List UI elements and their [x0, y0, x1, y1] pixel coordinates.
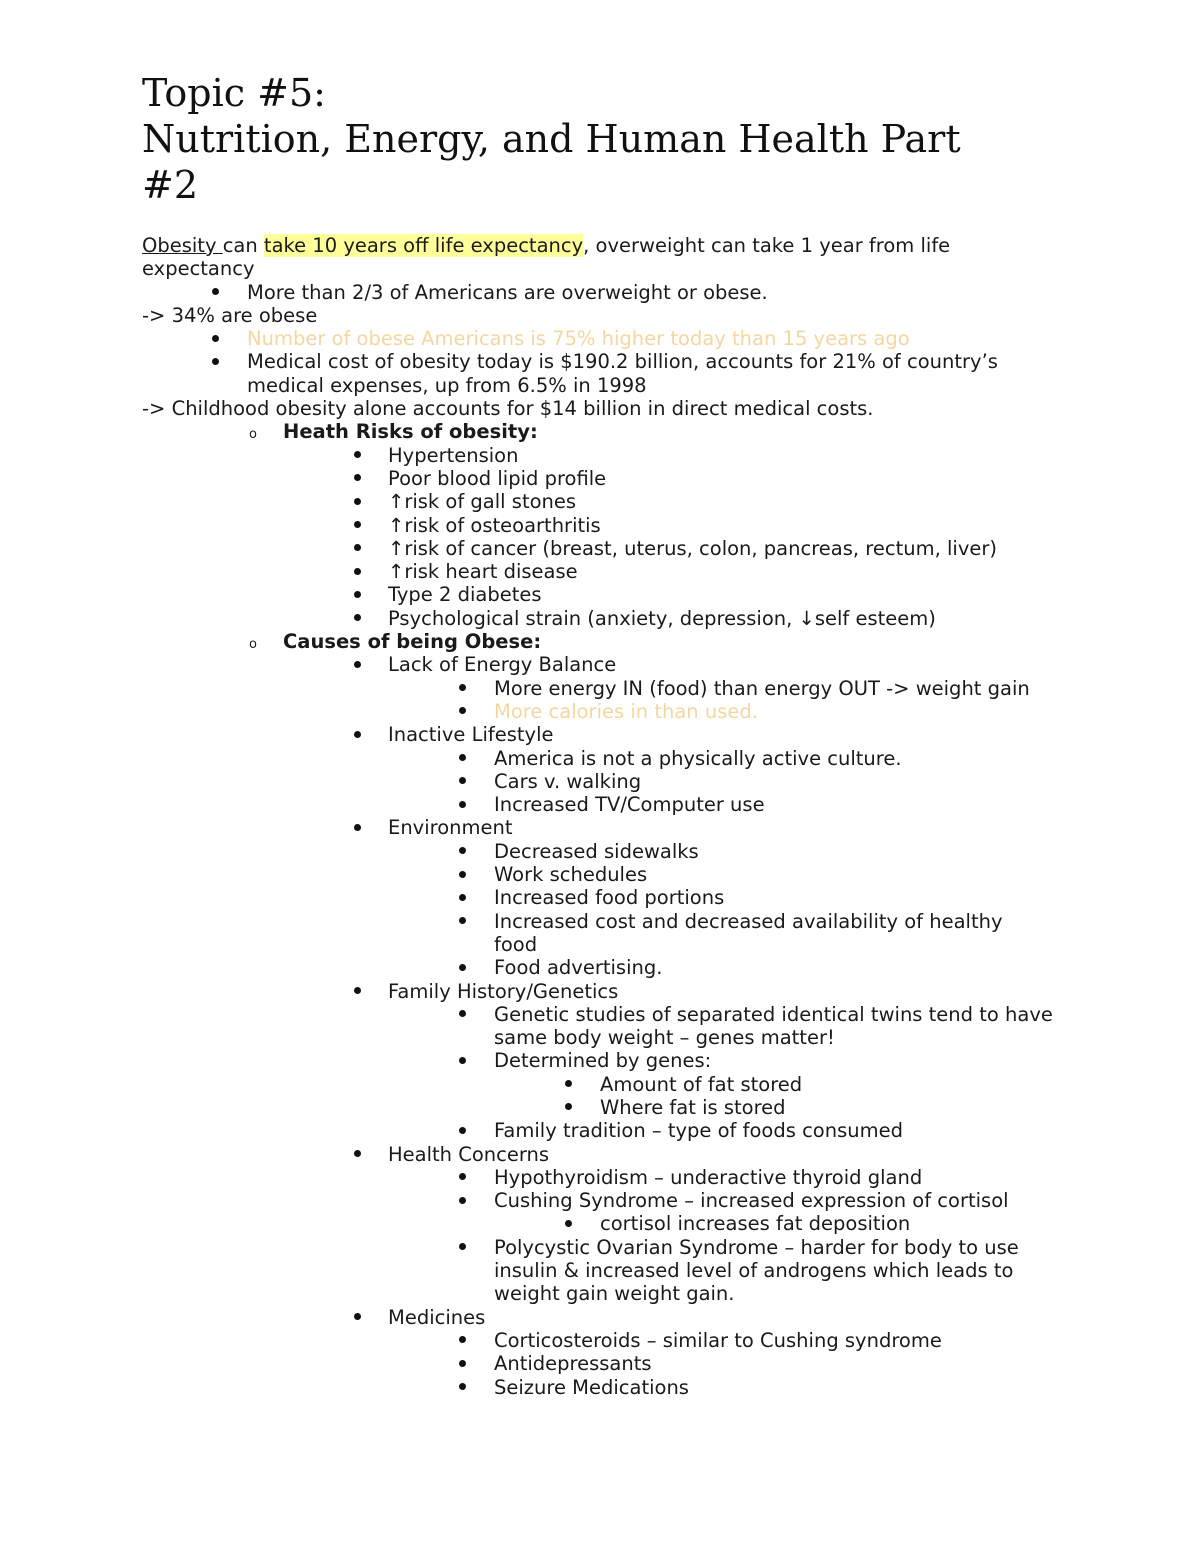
list-item: [0, 770, 1200, 793]
bullet-icon: [350, 467, 364, 490]
bullet-icon: [350, 560, 364, 583]
bullet-icon: [350, 607, 364, 630]
bullet-icon: [350, 723, 364, 746]
list-item-cont: [0, 933, 1200, 956]
list-item: [0, 840, 1200, 863]
intro-rest: , overweight can take 1 year from life: [583, 234, 951, 257]
list-item: [0, 1143, 1200, 1166]
list-item: [0, 1119, 1200, 1142]
list-item-text: Polycystic Ovarian Syndrome – harder for body to use: [494, 1235, 1019, 1259]
list-item: [0, 1212, 1200, 1235]
list-item: [0, 956, 1200, 979]
list-item: [0, 747, 1200, 770]
list-item: [0, 1329, 1200, 1352]
bullet-icon: [455, 1166, 469, 1189]
text-line: [0, 397, 1200, 420]
list-item: [0, 327, 1200, 350]
list-item: [0, 1376, 1200, 1399]
list-item-text: Antidepressants: [494, 1352, 652, 1376]
bullet-icon: [455, 1236, 469, 1259]
list-item: [0, 467, 1200, 490]
list-item-text: Work schedules: [494, 863, 648, 887]
list-item-text: Food advertising.: [494, 956, 663, 980]
bullet-icon: [455, 840, 469, 863]
intro-line: [0, 234, 1200, 257]
list-item: [0, 1189, 1200, 1212]
list-item-text: Family tradition – type of foods consumed: [494, 1119, 903, 1143]
list-item: [0, 1049, 1200, 1072]
list-item-text: Hypothyroidism – underactive thyroid gland: [494, 1165, 923, 1189]
bullet-icon: [350, 980, 364, 1003]
list-item-text: insulin & increased level of androgens which leads to: [494, 1259, 1014, 1283]
list-item: [0, 723, 1200, 746]
list-item-text: Where fat is stored: [600, 1095, 786, 1119]
list-item-text: Family History/Genetics: [388, 979, 619, 1003]
list-item: [0, 537, 1200, 560]
list-item-text: cortisol increases fat deposition: [600, 1212, 911, 1236]
list-item-text: More than 2/3 of Americans are overweight or obese.: [247, 280, 768, 304]
list-item-text: Increased food portions: [494, 886, 725, 910]
list-item-text: Seizure Medications: [494, 1375, 689, 1399]
bullet-icon: [455, 956, 469, 979]
bullet-icon: [350, 490, 364, 513]
bullet-icon: [455, 910, 469, 933]
list-item: [0, 444, 1200, 467]
list-item: [0, 281, 1200, 304]
list-item-text: Poor blood lipid profile: [388, 466, 607, 490]
list-item: [0, 1352, 1200, 1375]
list-item: [0, 490, 1200, 513]
list-item-text: food: [494, 932, 538, 956]
list-item-text: ↑risk of cancer (breast, uterus, colon, pancreas, rectum, liver): [388, 536, 997, 560]
bullet-icon: [455, 1003, 469, 1026]
list-item-text: medical expenses, up from 6.5% in 1998: [247, 373, 647, 397]
list-item-text: Amount of fat stored: [600, 1072, 803, 1096]
list-item-cont: [0, 1259, 1200, 1282]
list-item-text: Increased cost and decreased availability of healthy: [494, 909, 1003, 933]
title-line-3: #2: [142, 163, 199, 207]
list-item-text: Lack of Energy Balance: [388, 653, 617, 677]
list-item: [0, 863, 1200, 886]
list-item: [0, 350, 1200, 373]
bullet-icon: [455, 793, 469, 816]
bullet-icon: [350, 1143, 364, 1166]
section-heading-causes: [0, 630, 1200, 653]
bullet-icon: [350, 653, 364, 676]
list-item-text: Increased TV/Computer use: [494, 793, 765, 817]
list-item-text: America is not a physically active culture.: [494, 746, 902, 770]
list-item-text: Cushing Syndrome – increased expression of cortisol: [494, 1189, 1009, 1213]
list-item: [0, 653, 1200, 676]
bullet-icon: [561, 1212, 575, 1235]
bullet-icon: [561, 1073, 575, 1096]
text-line: [0, 304, 1200, 327]
highlighted-text: take 10 years off life expectancy: [263, 234, 584, 257]
list-item: [0, 677, 1200, 700]
list-item-cont: [0, 1026, 1200, 1049]
list-item: [0, 1003, 1200, 1026]
list-item-text-faded: More calories in than used.: [494, 699, 758, 723]
bullet-icon: [455, 677, 469, 700]
intro-can: can: [222, 234, 264, 257]
section-heading-text: Causes of being Obese:: [283, 630, 542, 654]
list-item-text: Inactive Lifestyle: [388, 723, 554, 747]
line-text: -> 34% are obese: [142, 303, 318, 327]
list-item-text: Determined by genes:: [494, 1049, 712, 1073]
list-item: [0, 583, 1200, 606]
list-item-text: Medical cost of obesity today is $190.2 billion, accounts for 21% of country’s: [247, 350, 998, 374]
list-item-text: ↑risk of osteoarthritis: [388, 513, 601, 537]
title-line-1: Topic #5:: [142, 71, 326, 115]
list-item-text: More energy IN (food) than energy OUT -> weight gain: [494, 676, 1030, 700]
list-item-text: same body weight – genes matter!: [494, 1026, 835, 1050]
bullet-icon: [455, 700, 469, 723]
list-item-cont: [0, 374, 1200, 397]
list-item-text: Type 2 diabetes: [388, 583, 542, 607]
document-title: [142, 70, 1142, 208]
list-item: [0, 886, 1200, 909]
bullet-icon: [455, 1119, 469, 1142]
list-item: [0, 700, 1200, 723]
bullet-icon: [208, 327, 222, 350]
list-item: [0, 514, 1200, 537]
list-item-text: Cars v. walking: [494, 769, 642, 793]
bullet-icon: [455, 747, 469, 770]
line-text: -> Childhood obesity alone accounts for $14 billion in direct medical costs.: [142, 397, 874, 421]
section-heading-risks: [0, 420, 1200, 443]
list-item-text-faded: Number of obese Americans is 75% higher today than 15 years ago: [247, 327, 910, 351]
list-item-text: weight gain weight gain.: [494, 1282, 735, 1306]
list-item-text: ↑risk heart disease: [388, 560, 578, 584]
circle-bullet-icon: o: [249, 427, 257, 443]
list-item-text: Health Concerns: [388, 1142, 550, 1166]
document-body: [0, 234, 1200, 1399]
bullet-icon: [455, 1329, 469, 1352]
list-item: [0, 793, 1200, 816]
list-item-text: ↑risk of gall stones: [388, 490, 577, 514]
obesity-term: Obesity: [142, 234, 223, 257]
section-heading-text: Heath Risks of obesity:: [283, 420, 538, 444]
list-item: [0, 560, 1200, 583]
list-item: [0, 910, 1200, 933]
list-item: [0, 607, 1200, 630]
list-item-text: Medicines: [388, 1305, 486, 1329]
bullet-icon: [208, 350, 222, 373]
intro-line-cont: [0, 257, 1200, 280]
bullet-icon: [350, 1306, 364, 1329]
bullet-icon: [455, 863, 469, 886]
bullet-icon: [350, 514, 364, 537]
list-item-text: Corticosteroids – similar to Cushing syndrome: [494, 1328, 942, 1352]
list-item-text: Decreased sidewalks: [494, 839, 699, 863]
intro-continuation: expectancy: [142, 257, 255, 281]
bullet-icon: [350, 537, 364, 560]
bullet-icon: [455, 1376, 469, 1399]
bullet-icon: [455, 1189, 469, 1212]
bullet-icon: [350, 444, 364, 467]
bullet-icon: [561, 1096, 575, 1119]
list-item: [0, 816, 1200, 839]
list-item: [0, 1306, 1200, 1329]
bullet-icon: [455, 1049, 469, 1072]
bullet-icon: [455, 770, 469, 793]
list-item-text: Hypertension: [388, 443, 519, 467]
list-item: [0, 1236, 1200, 1259]
title-line-2: Nutrition, Energy, and Human Health Part: [142, 117, 961, 161]
list-item: [0, 1073, 1200, 1096]
list-item-text: Environment: [388, 816, 513, 840]
list-item-text: Psychological strain (anxiety, depression, ↓self esteem): [388, 606, 936, 630]
list-item: [0, 1166, 1200, 1189]
bullet-icon: [455, 886, 469, 909]
circle-bullet-icon: o: [249, 637, 257, 653]
bullet-icon: [208, 281, 222, 304]
list-item-text: Genetic studies of separated identical twins tend to have: [494, 1002, 1053, 1026]
list-item: [0, 980, 1200, 1003]
list-item-cont: [0, 1282, 1200, 1305]
list-item: [0, 1096, 1200, 1119]
bullet-icon: [455, 1352, 469, 1375]
bullet-icon: [350, 583, 364, 606]
bullet-icon: [350, 816, 364, 839]
